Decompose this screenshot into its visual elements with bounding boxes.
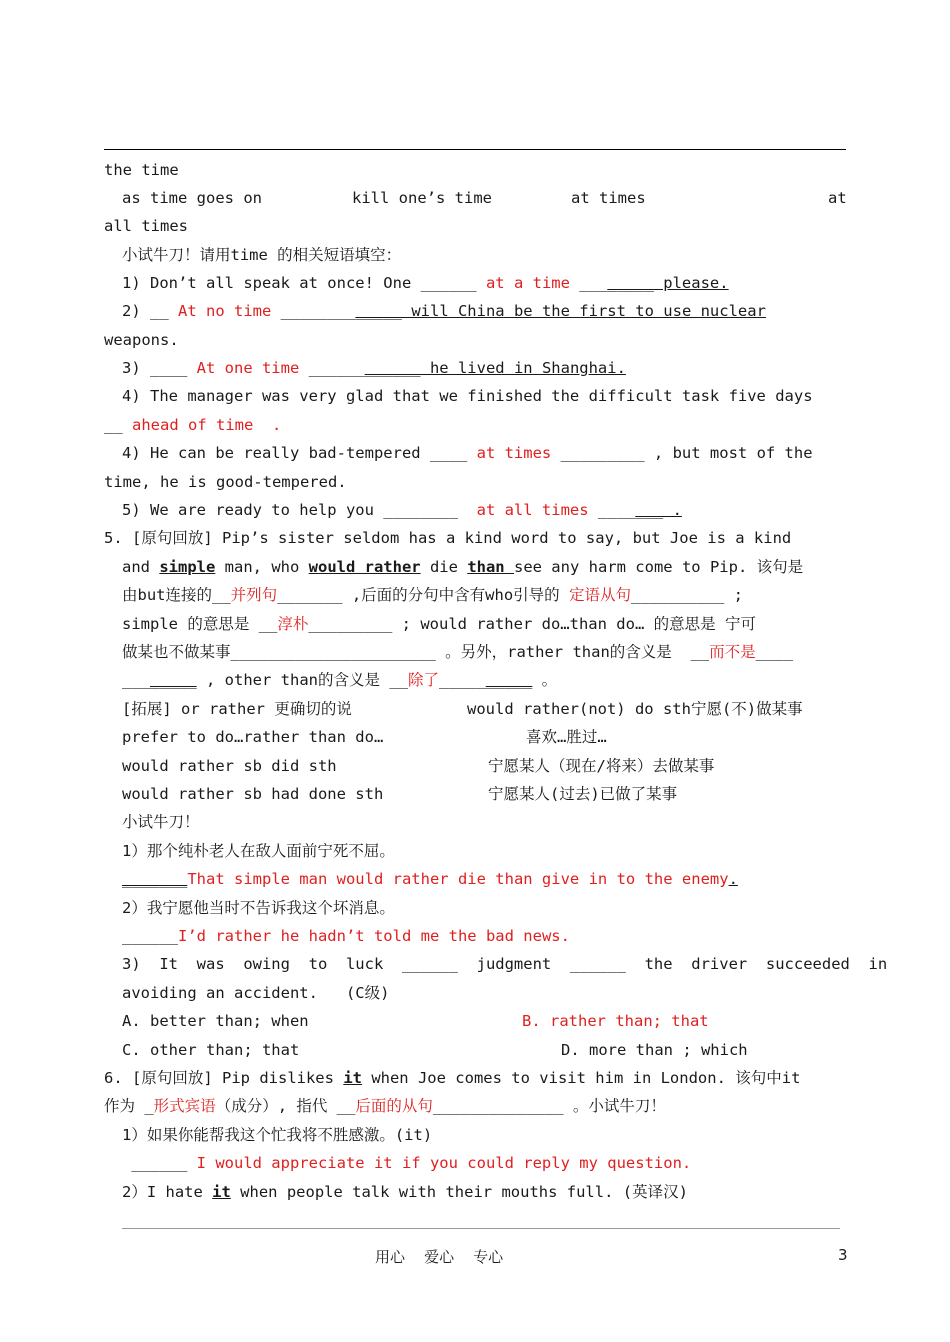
answer-item6-1: I would appreciate it if you could reply my question. (196, 1154, 692, 1172)
option-a: A. better than; when (122, 1012, 309, 1030)
item6-line1: 6. [原句回放] Pip dislikes it when Joe comes to visit him in London. 该句中it (104, 1069, 801, 1087)
item5-line1: 5. [原句回放] Pip’s sister seldom has a kind word to say, but Joe is a kind (104, 529, 792, 547)
choice-question: 3) It was owing to luck ______ judgment ______ the driver succeeded in (122, 955, 888, 973)
answer-following-clause: 后面的从句 (355, 1097, 433, 1115)
item5-line6: ________ , other than的含义是 __除了__________ 。 (122, 671, 558, 689)
answer-q4b: at times (476, 444, 552, 462)
ext-right-2: 喜欢…胜过… (526, 728, 607, 746)
exercise-q4b: 4) He can be really bad-tempered ____ at times _________ , but most of the (122, 444, 813, 462)
option-d: D. more than ; which (561, 1041, 748, 1059)
ext-left-3: would rather sb did sth (122, 757, 337, 775)
exercise-q4: 4) The manager was very glad that we finished the difficult task five days (122, 387, 813, 405)
ext-left-4: would rather sb had done sth (122, 785, 384, 803)
answer-q5: at all times (476, 501, 589, 519)
answer-formal-object: 形式宾语 (153, 1097, 216, 1115)
item5-line4: simple 的意思是 __淳朴_________ ; would rather do…than do… 的意思是 宁可 (122, 615, 756, 633)
exercise-q2-cont: weapons. (104, 331, 179, 349)
phrase-at-times: at times (571, 189, 646, 207)
phrase-at: at (828, 189, 847, 207)
header-rule (104, 149, 846, 150)
ext-right-4: 宁愿某人(过去)已做了某事 (488, 785, 678, 803)
ext-left-1: [拓展] or rather 更确切的说 (122, 700, 352, 718)
item6-q1: 1）如果你能帮我这个忙我将不胜感激。(it) (122, 1126, 433, 1144)
keyword-than: than (467, 558, 514, 576)
try-heading: 小试牛刀！ (122, 813, 200, 831)
option-b-correct: B. rather than; that (522, 1012, 709, 1030)
ext-right-3: 宁愿某人（现在/将来）去做某事 (488, 757, 715, 775)
exercise-q4b-cont: time, he is good-tempered. (104, 473, 347, 491)
phrase-as-time-goes-on: as time goes on (122, 189, 262, 207)
translate-q1: 1）那个纯朴老人在敌人面前宁死不屈。 (122, 842, 395, 860)
item6-line2: 作为 _形式宾语（成分）, 指代 __后面的从句______________ 。小试牛刀！ (104, 1097, 666, 1115)
exercise-q3: 3) ____ At one time ____________ he lived in Shanghai. (122, 359, 626, 377)
keyword-it-2: it (212, 1183, 231, 1201)
answer-simple-meaning: 淳朴 (277, 615, 309, 633)
choice-question-cont: avoiding an accident. (C级) (122, 984, 390, 1002)
ext-left-2: prefer to do…rather than do… (122, 728, 384, 746)
answer-rather-than-meaning: 而不是 (709, 643, 756, 661)
exercise-intro: 小试牛刀！请用time 的相关短语填空： (122, 246, 402, 264)
phrase-the-time: the time (104, 161, 179, 179)
keyword-would-rather: would rather (308, 558, 421, 576)
translate-a1: _______That simple man would rather die than give in to the enemy. (122, 870, 738, 888)
footer-rule (122, 1228, 840, 1229)
exercise-q5: 5) We are ready to help you ________ at all times _______ . (122, 501, 682, 519)
phrase-kill-ones-time: kill one’s time (352, 189, 492, 207)
item5-line2: and simple man, who would rather die than see any harm come to Pip. 该句是 (122, 558, 804, 576)
item6-q2: 2）I hate it when people talk with their mouths full. (英译汉) (122, 1183, 688, 1201)
answer-translate-2: I’d rather he hadn’t told me the bad news. (178, 927, 570, 945)
answer-q2: At no time (178, 302, 272, 320)
keyword-it: it (343, 1069, 362, 1087)
option-c: C. other than; that (122, 1041, 300, 1059)
phrase-all-times: all times (104, 217, 188, 235)
item6-a1: ______ I would appreciate it if you could reply my question. (122, 1154, 692, 1172)
answer-q3: At one time (196, 359, 300, 377)
answer-attributive-clause: 定语从句 (569, 586, 632, 604)
keyword-simple: simple (159, 558, 216, 576)
item5-line3: 由but连接的__并列句_______ ,后面的分句中含有who引导的 定语从句__________ ; (122, 586, 744, 604)
answer-parallel-sentence: 并列句 (230, 586, 278, 604)
page-number: 3 (838, 1246, 848, 1264)
exercise-q1: 1) Don’t all speak at once! One ______ at a time ________ please. (122, 274, 729, 292)
ext-right-1: would rather(not) do sth宁愿(不)做某事 (467, 700, 803, 718)
item5-line5: 做某也不做某事______________________ 。另外，rather than的含义是 __而不是____ (122, 643, 793, 661)
exercise-q2: 2) __ At no time _____________ will China be the first to use nuclear (122, 302, 766, 320)
translate-q2: 2）我宁愿他当时不告诉我这个坏消息。 (122, 899, 395, 917)
answer-other-than-meaning: 除了 (407, 671, 439, 689)
exercise-q4-cont: __ ahead of time . (104, 416, 282, 434)
footer-motto: 用心 爱心 专心 (375, 1248, 504, 1266)
answer-q1: at a time (485, 274, 570, 292)
answer-q4: ahead of time . (132, 416, 282, 434)
translate-a2: ______I’d rather he hadn’t told me the bad news. (122, 927, 570, 945)
answer-translate-1: That simple man would rather die than give in to the enemy (187, 870, 729, 888)
